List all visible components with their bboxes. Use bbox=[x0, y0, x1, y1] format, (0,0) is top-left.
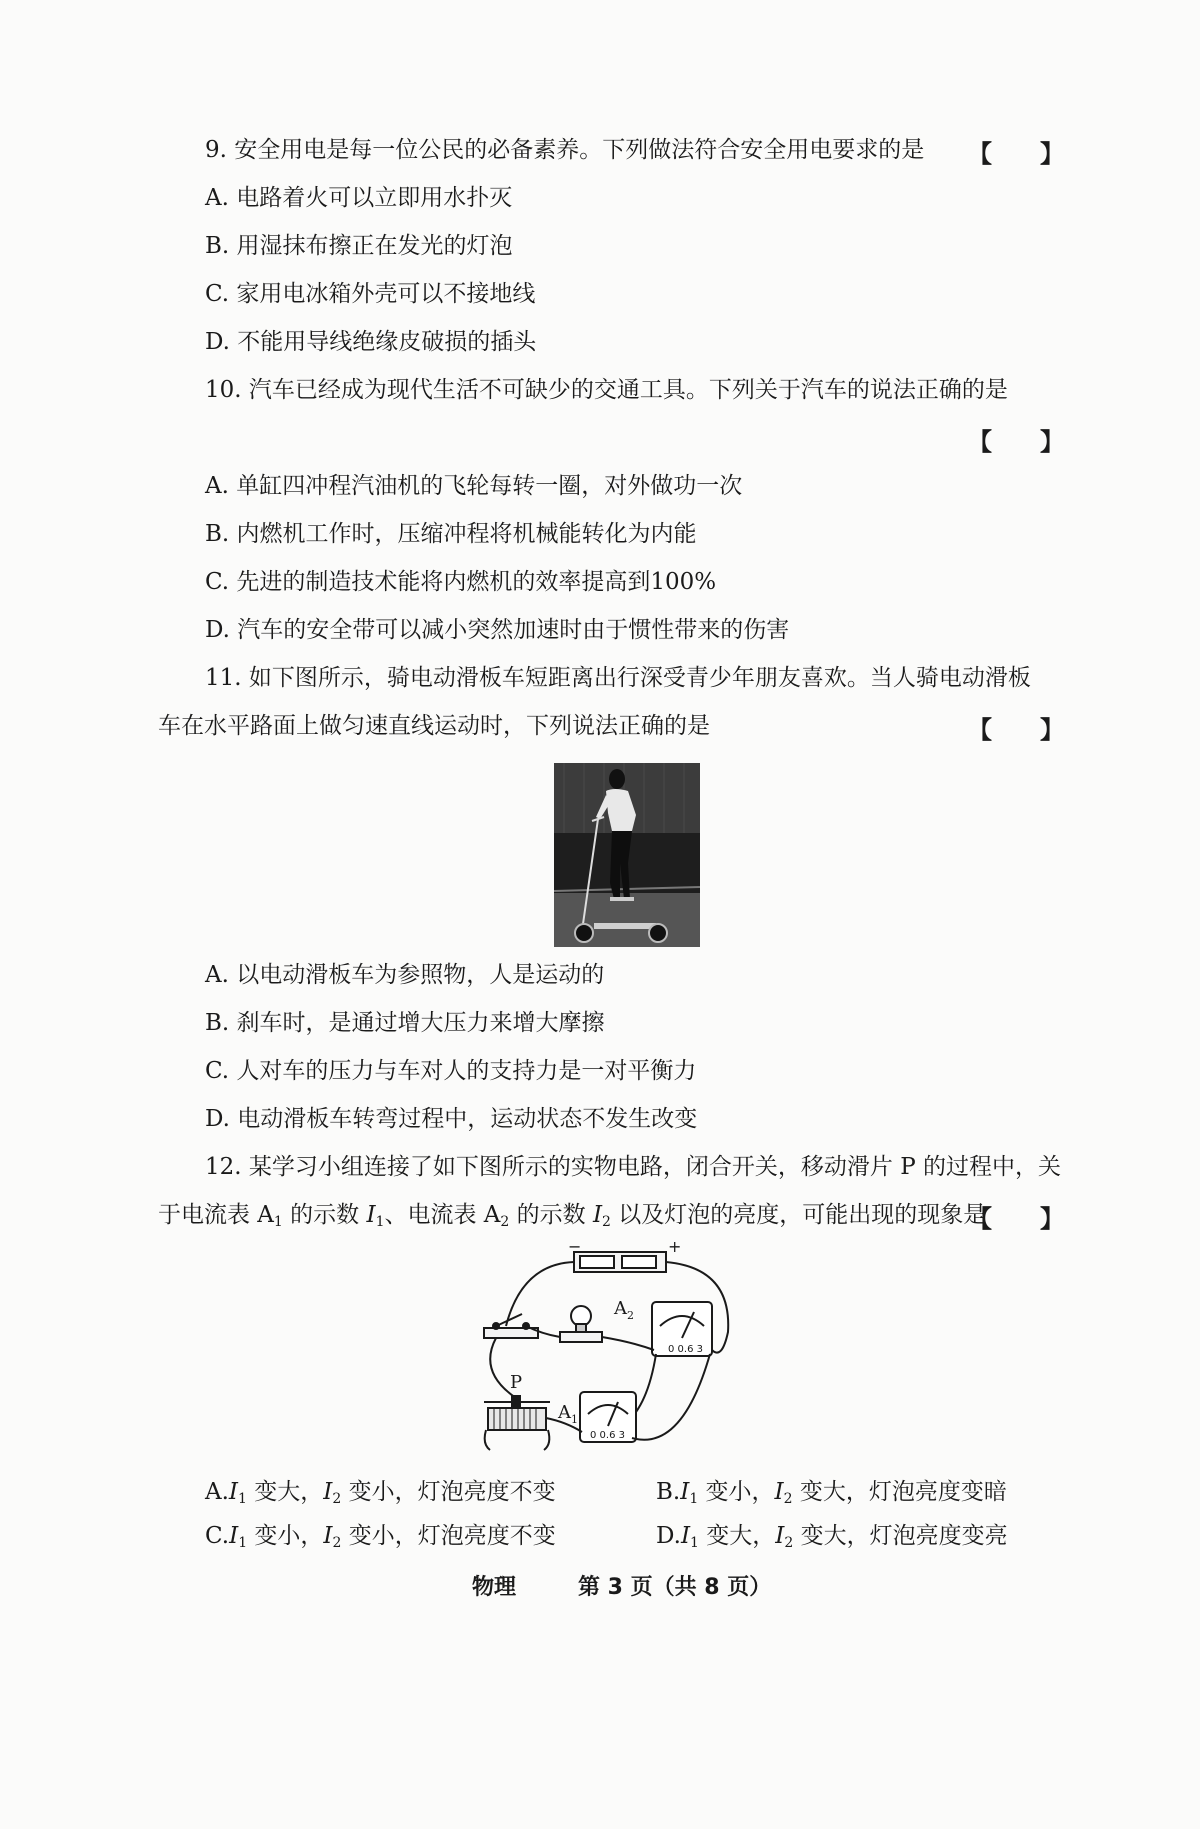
q11-option-b: B. 刹车时，是通过增大压力来增大摩擦 bbox=[205, 1010, 605, 1036]
q11-option-c: C. 人对车的压力与车对人的支持力是一对平衡力 bbox=[205, 1058, 697, 1084]
svg-text:A1: $A_1$ bbox=[558, 1402, 578, 1426]
q9-option-c: C. 家用电冰箱外壳可以不接地线 bbox=[205, 281, 536, 307]
svg-text:A2: $A_2$ bbox=[614, 1298, 634, 1322]
q12-option-c: $C.I_1$ 变小，$I_2$ 变小，灯泡亮度不变 bbox=[205, 1523, 556, 1551]
q9-stem: 9. 安全用电是每一位公民的必备素养。下列做法符合安全用电要求的是 bbox=[205, 137, 925, 163]
circuit-diagram bbox=[482, 1242, 744, 1458]
q12-option-d: $D.I_1$ 变大，$I_2$ 变大，灯泡亮度变亮 bbox=[656, 1523, 1008, 1551]
svg-text:0 0.6 3: 0 0.6 3 bbox=[590, 1430, 625, 1441]
q11-stem-line2: 车在水平路面上做匀速直线运动时，下列说法正确的是 bbox=[158, 713, 710, 739]
footer-subject: 物理 bbox=[472, 1575, 517, 1600]
q9-option-b: B. 用湿抹布擦正在发光的灯泡 bbox=[205, 233, 513, 259]
q11-stem-line1: 11. 如下图所示，骑电动滑板车短距离出行深受青少年朋友喜欢。当人骑电动滑板 bbox=[205, 665, 1031, 691]
svg-text:−: − bbox=[568, 1242, 582, 1256]
q12-option-b: $B.I_1$ 变小，$I_2$ 变大，灯泡亮度变暗 bbox=[656, 1479, 1007, 1507]
footer-page-number: 第 3 页（共 8 页） bbox=[578, 1575, 772, 1600]
q12-option-a: $A.I_1$ 变大，$I_2$ 变小，灯泡亮度不变 bbox=[205, 1479, 556, 1507]
q10-answer-bracket: 【 】 bbox=[968, 427, 1064, 456]
q12-stem-line1: 12. 某学习小组连接了如下图所示的实物电路，闭合开关，移动滑片 P 的过程中，关 bbox=[205, 1154, 1061, 1180]
q11-option-a: A. 以电动滑板车为参照物，人是运动的 bbox=[205, 962, 605, 988]
q9-option-a: A. 电路着火可以立即用水扑灭 bbox=[205, 185, 513, 211]
svg-text:+: + bbox=[668, 1242, 682, 1256]
svg-text:P: P bbox=[510, 1372, 523, 1393]
q10-option-a: A. 单缸四冲程汽油机的飞轮每转一圈，对外做功一次 bbox=[205, 473, 743, 499]
q10-stem: 10. 汽车已经成为现代生活不可缺少的交通工具。下列关于汽车的说法正确的是 bbox=[205, 377, 1008, 403]
q10-option-b: B. 内燃机工作时，压缩冲程将机械能转化为内能 bbox=[205, 521, 697, 547]
svg-text:0 0.6 3: 0 0.6 3 bbox=[668, 1344, 703, 1355]
q10-option-d: D. 汽车的安全带可以减小突然加速时由于惯性带来的伤害 bbox=[205, 617, 790, 643]
q11-answer-bracket: 【 】 bbox=[968, 715, 1064, 744]
q9-answer-bracket: 【 】 bbox=[968, 139, 1064, 168]
q12-stem-line2: 于电流表 $A_1$ 的示数 $I_1$、电流表 $A_2$ 的示数 $I_2$ 以及灯泡的亮度，可能出现的现象是 bbox=[158, 1202, 987, 1230]
q9-option-d: D. 不能用导线绝缘皮破损的插头 bbox=[205, 329, 537, 355]
q12-answer-bracket: 【 】 bbox=[968, 1204, 1064, 1233]
q10-option-c: C. 先进的制造技术能将内燃机的效率提高到100% bbox=[205, 569, 717, 595]
scooter-rider-photo bbox=[554, 763, 700, 947]
q11-option-d: D. 电动滑板车转弯过程中，运动状态不发生改变 bbox=[205, 1106, 698, 1132]
